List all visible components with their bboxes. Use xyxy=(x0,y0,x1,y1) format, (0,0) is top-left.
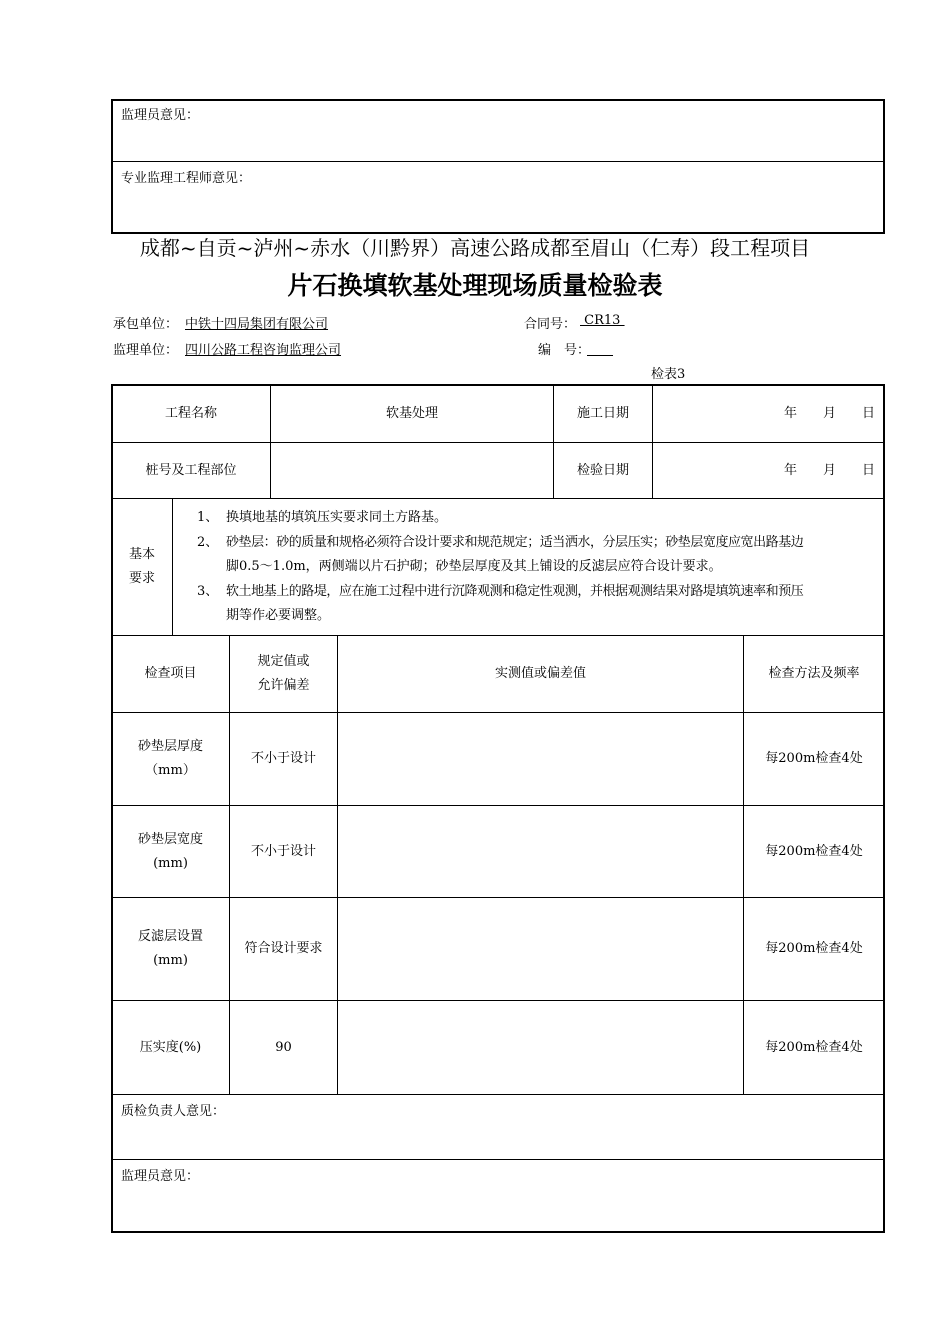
inspection-date-value: 年 月 日 xyxy=(783,462,875,478)
number-value xyxy=(587,339,613,358)
check-row-4-method: 每200m检查4处 xyxy=(765,1039,863,1055)
requirements-label-line2: 要求 xyxy=(128,571,155,586)
top-box-divider xyxy=(112,161,884,162)
supervisor-unit-label: 监理单位： xyxy=(113,343,179,358)
requirement-2-num: 2、 xyxy=(197,535,219,550)
row-line xyxy=(112,1094,884,1095)
requirements-label-line1: 基本 xyxy=(128,547,155,562)
check-row-4-item: 压实度(%) xyxy=(139,1039,202,1055)
check-row-1-item xyxy=(112,713,229,805)
check-spec-header-line1: 规定值或 xyxy=(257,654,310,669)
supervisor-unit-value: 四川公路工程咨询监理公司 xyxy=(185,343,342,358)
check-row-2-spec: 不小于设计 xyxy=(250,843,316,859)
check-method-header: 检查方法及频率 xyxy=(768,666,860,681)
bottom-supervisor-opinion-label: 监理员意见： xyxy=(121,1169,200,1184)
check-row-3-spec: 符合设计要求 xyxy=(244,941,323,956)
requirements-label xyxy=(112,499,172,635)
requirement-3-text-cont: 期等作必要调整。 xyxy=(226,608,331,623)
requirement-2-text-cont: 脚0.5～1.0m，两侧端以片石护砌；砂垫层厚度及其上铺设的反滤层应符合设计要求。 xyxy=(226,559,722,574)
check-row-2-item-name: 砂垫层宽度 xyxy=(137,831,203,847)
contractor-value: 中铁十四局集团有限公司 xyxy=(185,317,329,332)
construction-date-value: 年 月 日 xyxy=(783,405,875,421)
check-row-4-spec: 90 xyxy=(275,1039,292,1055)
check-spec-header-line2: 允许偏差 xyxy=(257,678,310,693)
check-row-1-spec: 不小于设计 xyxy=(250,751,316,766)
project-name-label: 工程名称 xyxy=(164,405,217,421)
requirement-3-text: 软土地基上的路堤，应在施工过程中进行沉降观测和稳定性观测，并根据观测结果对路堤填筑速率和预压 xyxy=(226,584,804,599)
top-engineer-opinion-label: 专业监理工程师意见： xyxy=(121,171,252,186)
form-title: 片石换填软基处理现场质量检验表 xyxy=(287,271,663,300)
project-title: 成都~自贡~泸州~赤水（川黔界）高速公路成都至眉山（仁寿）段工程项目 xyxy=(139,236,811,260)
check-row-1-item-unit: （mm） xyxy=(145,763,196,778)
check-measured-header: 实测值或偏差值 xyxy=(494,666,586,681)
col-line xyxy=(172,498,173,635)
check-row-1-item-name: 砂垫层厚度 xyxy=(137,739,203,754)
contractor-label: 承包单位： xyxy=(113,317,179,332)
contract-value: CR13 xyxy=(580,313,625,328)
project-name-value: 软基处理 xyxy=(385,405,438,421)
quality-opinion-label: 质检负责人意见： xyxy=(121,1104,226,1119)
requirement-2-text: 砂垫层：砂的质量和规格必须符合设计要求和规范规定；适当洒水，分层压实；砂垫层宽度应宽出路基边 xyxy=(226,535,804,550)
number-label: 编 号： xyxy=(538,343,591,358)
check-row-3-item xyxy=(112,898,229,1000)
check-row-2-item xyxy=(112,806,229,897)
row-line xyxy=(112,498,884,499)
construction-date-label: 施工日期 xyxy=(576,405,629,421)
top-supervisor-opinion-label: 监理员意见： xyxy=(121,108,200,123)
check-row-3-item-name: 反滤层设置 xyxy=(137,929,203,944)
check-row-2-item-unit: (mm) xyxy=(153,855,188,871)
row-line xyxy=(112,1159,884,1160)
check-item-header: 检查项目 xyxy=(144,666,197,681)
contract-label: 合同号： xyxy=(524,317,577,332)
requirement-3-num: 3、 xyxy=(197,584,219,599)
check-row-2-method: 每200m检查4处 xyxy=(765,843,863,859)
check-row-1-method: 每200m检查4处 xyxy=(765,751,863,766)
check-spec-header xyxy=(230,636,337,712)
requirement-1-num: 1、 xyxy=(197,510,219,525)
requirement-1-text: 换填地基的填筑压实要求同土方路基。 xyxy=(226,510,448,525)
station-label: 桩号及工程部位 xyxy=(145,462,237,478)
inspection-date-label: 检验日期 xyxy=(576,462,629,478)
check-row-3-method: 每200m检查4处 xyxy=(765,941,863,956)
check-row-3-item-unit: (mm) xyxy=(153,953,188,968)
form-code: 检表3 xyxy=(651,367,686,382)
